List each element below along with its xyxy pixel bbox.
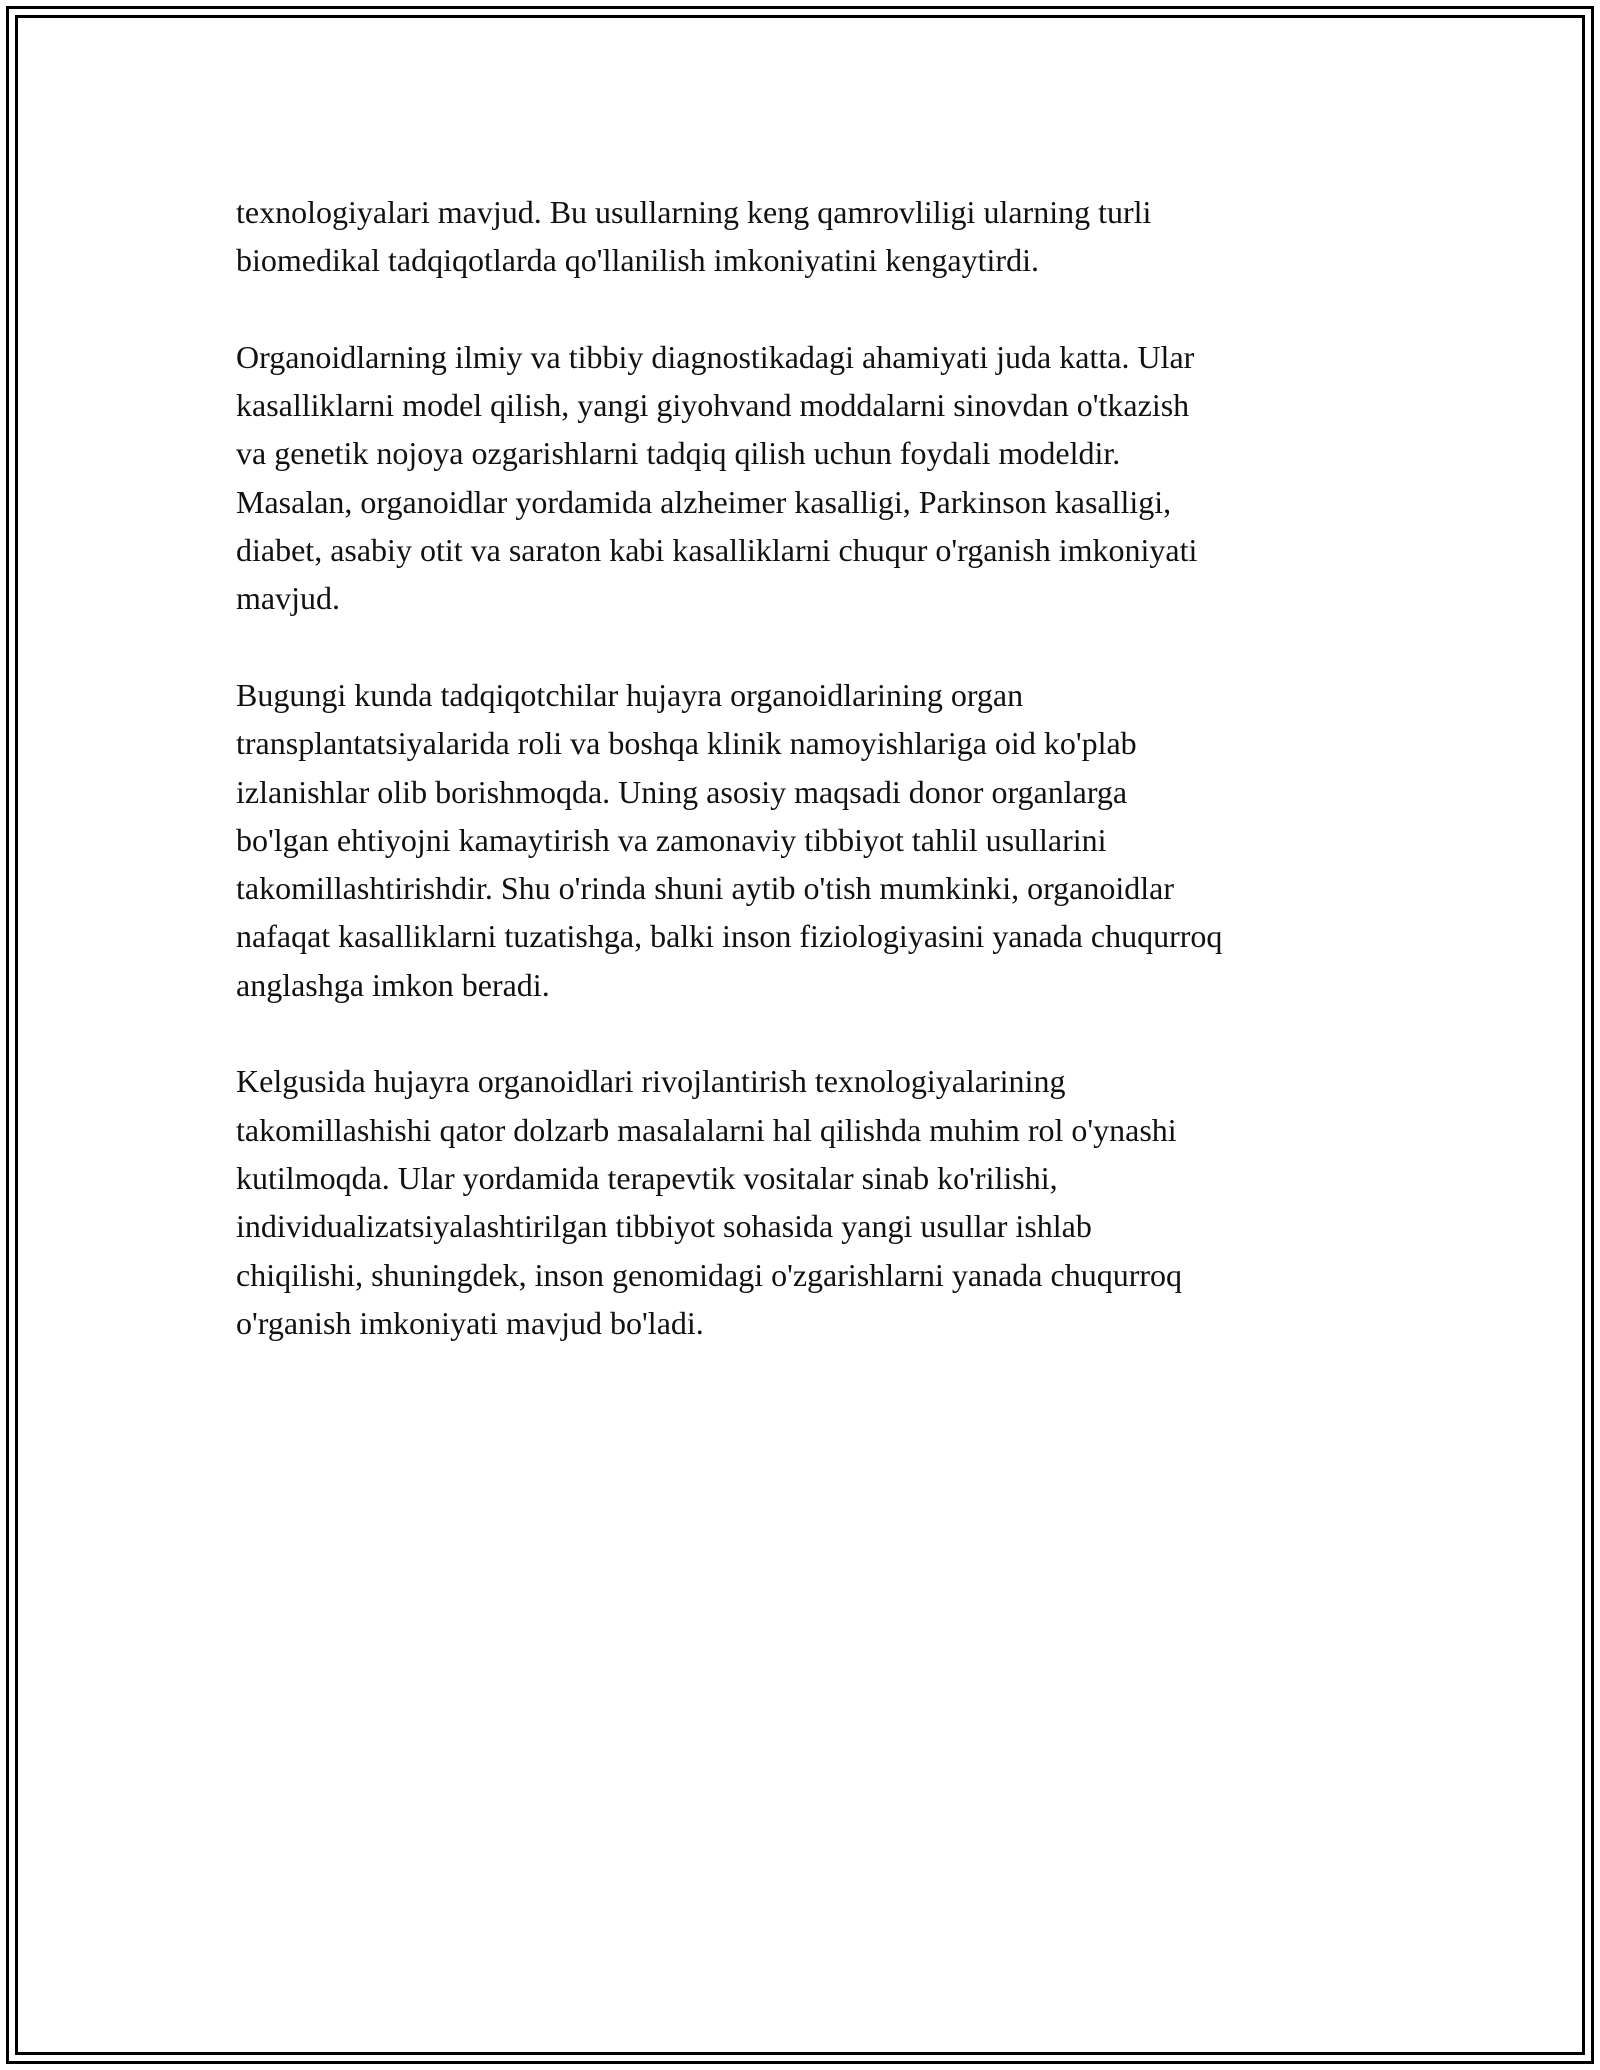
text-line: takomillashtirishdir. Shu o'rinda shuni aytib o'tish mumkinki, organoidlar (236, 870, 1174, 907)
text-line: kasalliklarni model qilish, yangi giyohvand moddalarni sinovdan o'tkazish (236, 387, 1190, 424)
paragraph-2 (236, 333, 1386, 623)
text-line: o'rganish imkoniyati mavjud bo'ladi. (236, 1304, 704, 1341)
text-line: bo'lgan ehtiyojni kamaytirish va zamonaviy tibbiyot tahlil usullarini (236, 821, 1107, 858)
text-line: biomedikal tadqiqotlarda qo'llanilish imkoniyatini kengaytirdi. (236, 242, 1039, 279)
text-line: Bugungi kunda tadqiqotchilar hujayra organoidlarining organ (236, 676, 1024, 713)
text-line: mavjud. (236, 580, 340, 617)
text-line: nafaqat kasalliklarni tuzatishga, balki inson fiziologiyasini yanada chuqurroq (236, 918, 1223, 955)
text-line: va genetik nojoya ozgarishlarni tadqiq qilish uchun foydali modeldir. (236, 435, 1121, 472)
text-line: takomillashishi qator dolzarb masalalarni hal qilishda muhim rol o'ynashi (236, 1111, 1177, 1148)
text-line: kutilmoqda. Ular yordamida terapevtik vositalar sinab ko'rilishi, (236, 1159, 1058, 1196)
paragraph-3 (236, 671, 1386, 1009)
text-line: Organoidlarning ilmiy va tibbiy diagnostikadagi ahamiyati juda katta. Ular (236, 338, 1195, 375)
document-body (236, 188, 1386, 1395)
paragraph-1 (236, 188, 1386, 285)
text-line: Masalan, organoidlar yordamida alzheimer kasalligi, Parkinson kasalligi, (236, 483, 1172, 520)
text-line: anglashga imkon beradi. (236, 966, 550, 1003)
text-line: transplantatsiyalarida roli va boshqa klinik namoyishlariga oid ko'plab (236, 725, 1137, 762)
text-line: izlanishlar olib borishmoqda. Uning asosiy maqsadi donor organlarga (236, 773, 1128, 810)
text-line: texnologiyalari mavjud. Bu usullarning keng qamrovliligi ularning turli (236, 194, 1152, 230)
text-line: diabet, asabiy otit va saraton kabi kasalliklarni chuqur o'rganish imkoniyati (236, 532, 1198, 569)
text-line: chiqilishi, shuningdek, inson genomidagi o'zgarishlarni yanada chuqurroq (236, 1256, 1183, 1293)
text-line: Kelgusida hujayra organoidlari rivojlantirish texnologiyalarining (236, 1063, 1066, 1100)
paragraph-4 (236, 1057, 1386, 1347)
text-line: individualizatsiyalashtirilgan tibbiyot sohasida yangi usullar ishlab (236, 1208, 1092, 1245)
